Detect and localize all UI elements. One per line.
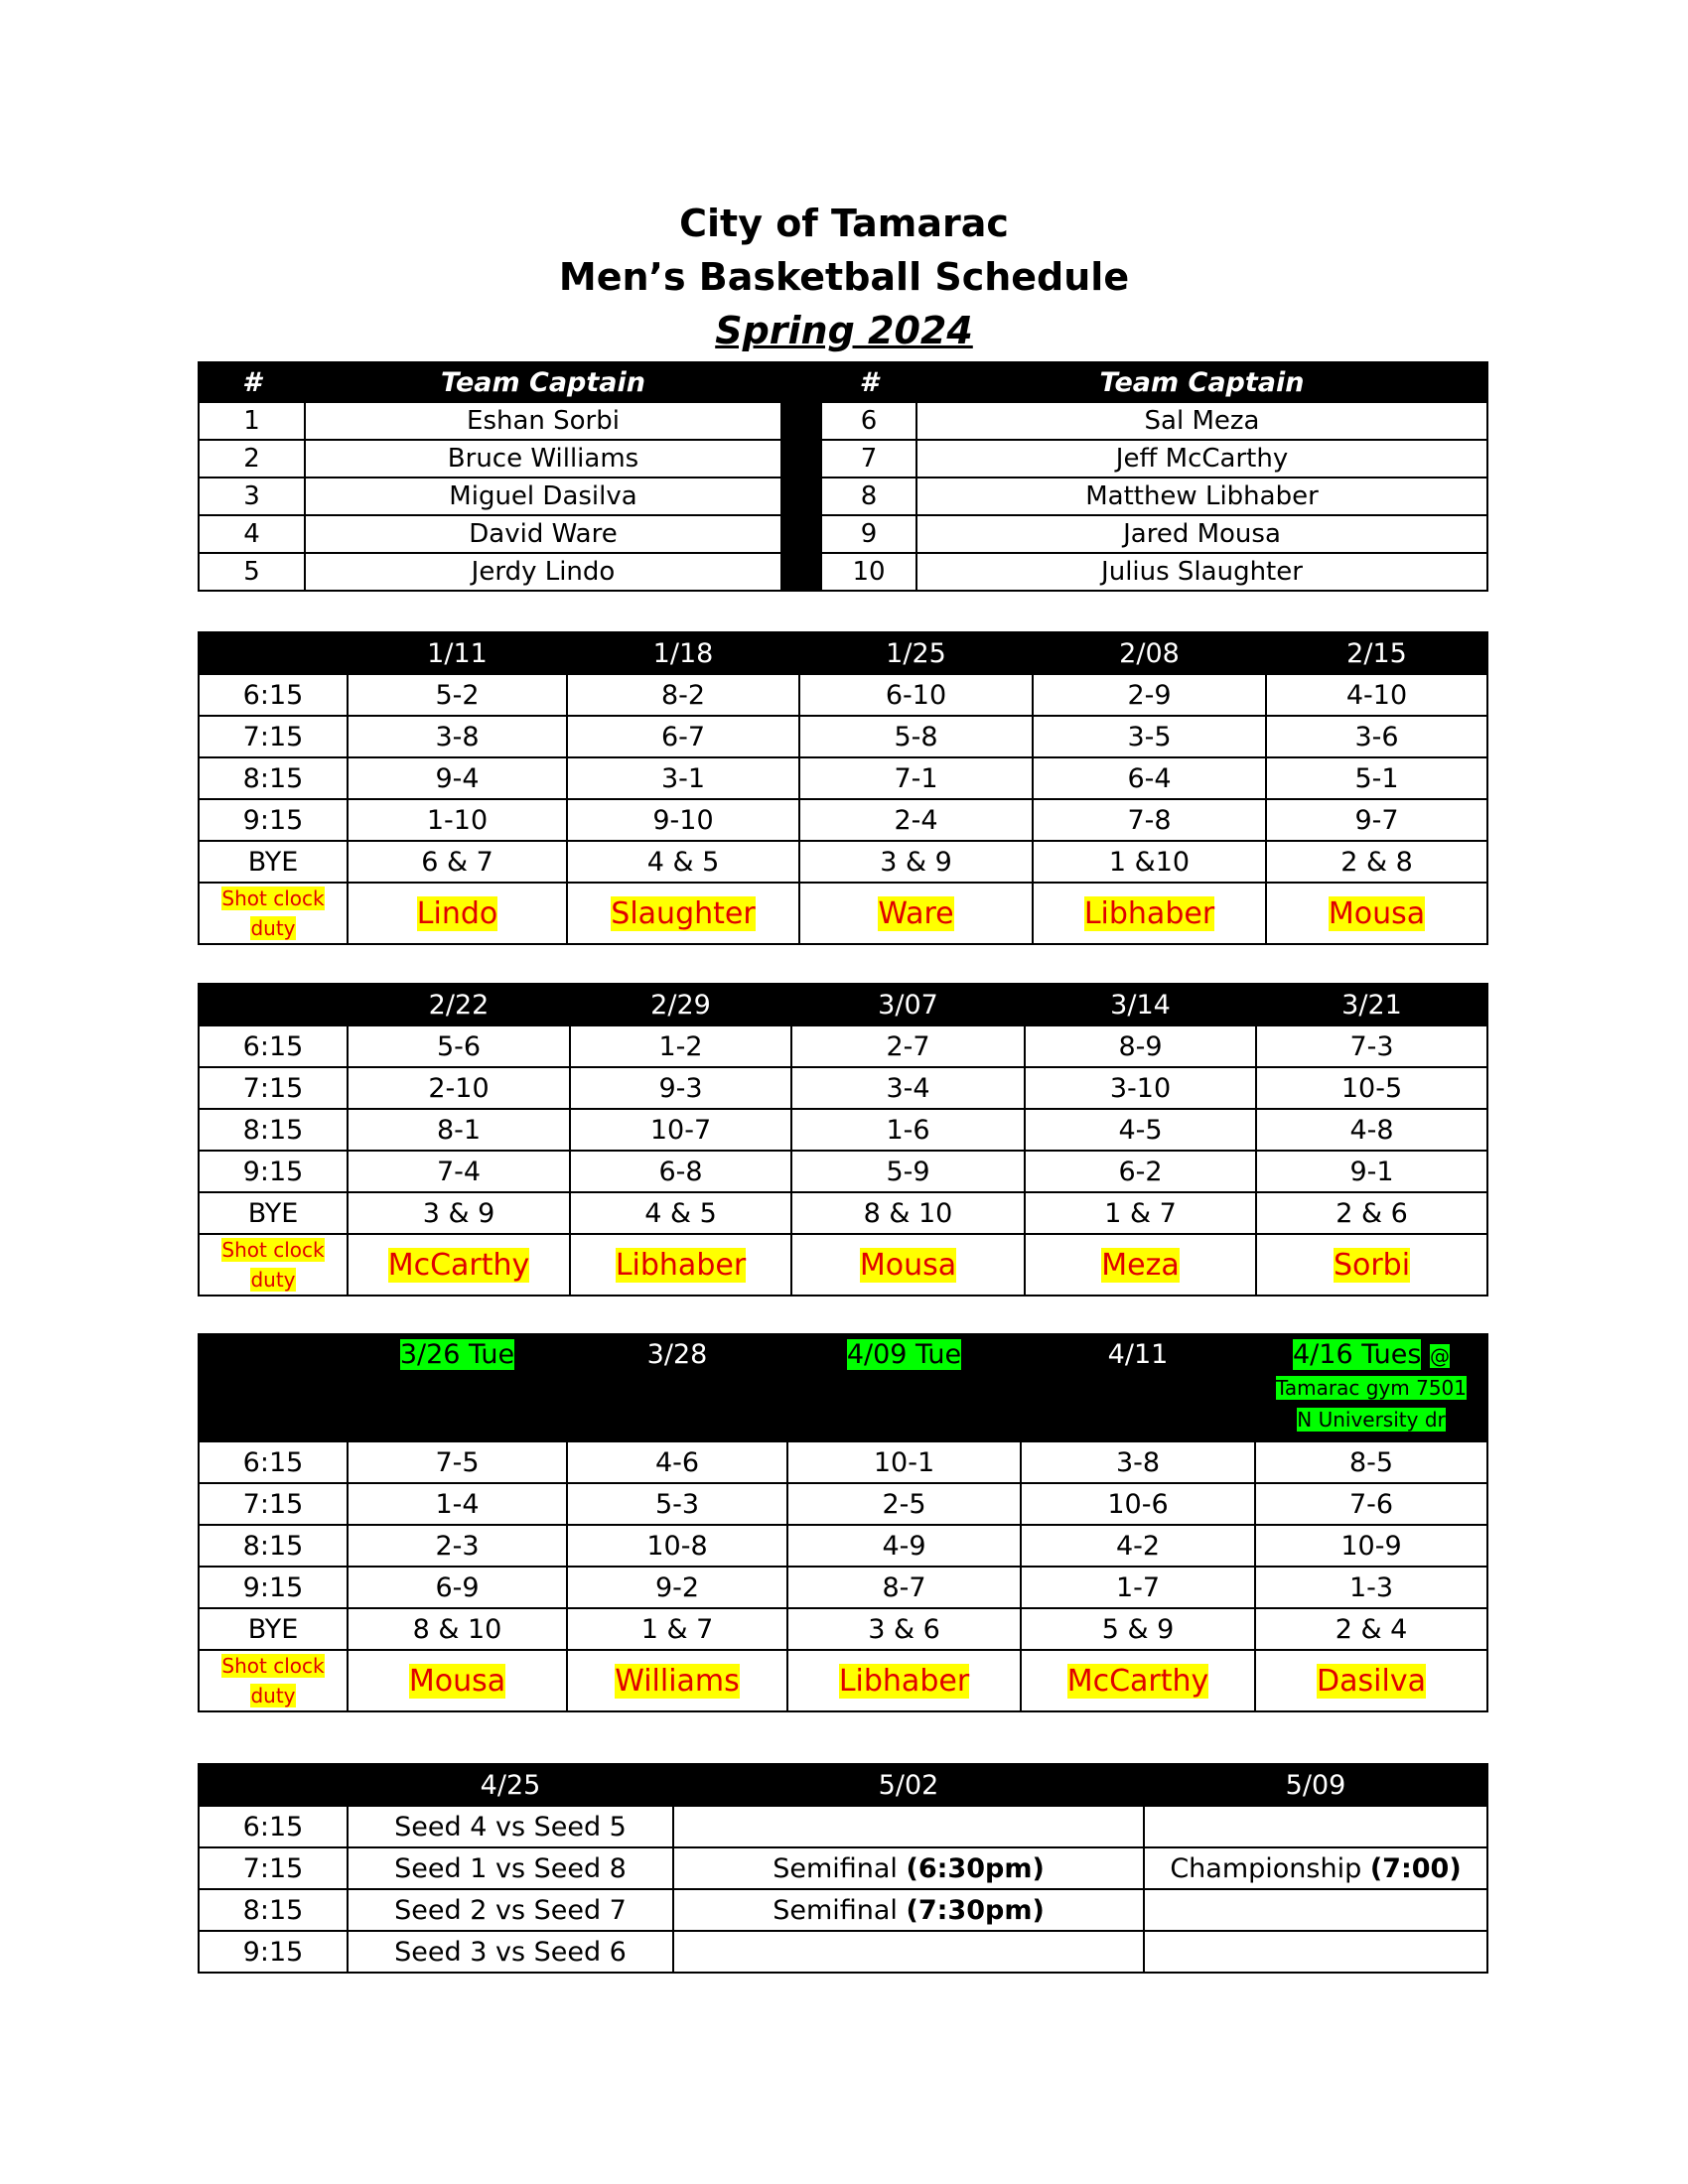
matchup-cell: 10-9 xyxy=(1255,1525,1487,1567)
matchup-cell: 4-9 xyxy=(787,1525,1021,1567)
team-captain: Matthew Libhaber xyxy=(916,478,1487,515)
matchup-cell: 5-3 xyxy=(567,1483,787,1525)
empty-cell xyxy=(673,1806,1144,1847)
empty-cell xyxy=(1144,1931,1487,1973)
bye-cell: 8 & 10 xyxy=(791,1192,1025,1234)
team-captain-header: Team Captain xyxy=(305,362,781,402)
team-captain: Miguel Dasilva xyxy=(305,478,781,515)
team-number: 3 xyxy=(199,478,305,515)
time-label: 9:15 xyxy=(199,1151,348,1192)
date-header: 1/11 xyxy=(348,632,567,674)
matchup-cell: 8-1 xyxy=(348,1109,570,1151)
semifinal-cell: Semifinal (6:30pm) xyxy=(673,1847,1144,1889)
duty-cell: Slaughter xyxy=(567,883,799,944)
time-label: 8:15 xyxy=(199,757,348,799)
duty-cell: McCarthy xyxy=(348,1234,570,1296)
matchup-cell: 1-6 xyxy=(791,1109,1025,1151)
time-row xyxy=(199,1025,1487,1067)
date-header-row xyxy=(199,632,1487,674)
corner-cell xyxy=(199,984,348,1025)
schedule-table-block3 xyxy=(198,1333,1488,1712)
date-header: 2/08 xyxy=(1033,632,1266,674)
matchup-cell: 9-4 xyxy=(348,757,567,799)
duty-cell: Meza xyxy=(1025,1234,1256,1296)
date-header: 3/26 Tue xyxy=(348,1334,567,1441)
location-at: @ xyxy=(1430,1344,1450,1368)
time-label: 8:15 xyxy=(199,1525,348,1567)
team-number: 10 xyxy=(821,553,916,591)
duty-cell: Ware xyxy=(799,883,1033,944)
time-row xyxy=(199,1889,1487,1931)
time-label: 7:15 xyxy=(199,716,348,757)
bye-label: BYE xyxy=(199,841,348,883)
date-header: 4/09 Tue xyxy=(787,1334,1021,1441)
date-header: 5/02 xyxy=(673,1764,1144,1806)
matchup-cell: 6-9 xyxy=(348,1567,567,1608)
time-row xyxy=(199,799,1487,841)
date-header: 2/29 xyxy=(570,984,791,1025)
team-number: 4 xyxy=(199,515,305,553)
city-title: City of Tamarac xyxy=(679,202,1009,245)
matchup-cell: 1-4 xyxy=(348,1483,567,1525)
bye-cell: 8 & 10 xyxy=(348,1608,567,1650)
matchup-cell: 3-1 xyxy=(567,757,799,799)
separator-cell xyxy=(781,362,821,402)
separator-cell xyxy=(781,515,821,553)
matchup-cell: 5-2 xyxy=(348,674,567,716)
bye-label: BYE xyxy=(199,1608,348,1650)
separator-cell xyxy=(781,440,821,478)
duty-cell: Libhaber xyxy=(570,1234,791,1296)
matchup-cell: 9-2 xyxy=(567,1567,787,1608)
matchup-cell: 4-5 xyxy=(1025,1109,1256,1151)
bye-cell: 3 & 6 xyxy=(787,1608,1021,1650)
date-header: 3/28 xyxy=(567,1334,787,1441)
matchup-cell: 2-10 xyxy=(348,1067,570,1109)
duty-label: Shot clock duty xyxy=(199,1234,348,1296)
time-label: 9:15 xyxy=(199,799,348,841)
team-captain: Sal Meza xyxy=(916,402,1487,440)
matchup-cell: 6-10 xyxy=(799,674,1033,716)
bye-row xyxy=(199,1192,1487,1234)
time-label: 8:15 xyxy=(199,1109,348,1151)
team-number-header: # xyxy=(199,362,305,402)
time-label: 6:15 xyxy=(199,1025,348,1067)
duty-cell: Mousa xyxy=(348,1650,567,1711)
playoff-schedule-table xyxy=(198,1763,1488,1974)
duty-cell: Mousa xyxy=(1266,883,1487,944)
bye-cell: 1 &10 xyxy=(1033,841,1266,883)
time-row xyxy=(199,1931,1487,1973)
matchup-cell: 6-7 xyxy=(567,716,799,757)
matchup-cell: 3-8 xyxy=(1021,1441,1255,1483)
bye-cell: 4 & 5 xyxy=(570,1192,791,1234)
date-header: 2/15 xyxy=(1266,632,1487,674)
matchup-cell: 2-9 xyxy=(1033,674,1266,716)
date-header: 1/18 xyxy=(567,632,799,674)
matchup-cell: 4-8 xyxy=(1256,1109,1487,1151)
team-row xyxy=(199,515,1487,553)
time-row xyxy=(199,1109,1487,1151)
matchup-cell: 7-5 xyxy=(348,1441,567,1483)
matchup-cell: Seed 4 vs Seed 5 xyxy=(348,1806,673,1847)
matchup-cell: 6-8 xyxy=(570,1151,791,1192)
matchup-cell: 4-10 xyxy=(1266,674,1487,716)
time-row xyxy=(199,1847,1487,1889)
time-row xyxy=(199,1567,1487,1608)
corner-cell xyxy=(199,1764,348,1806)
matchup-cell: 9-1 xyxy=(1256,1151,1487,1192)
team-captain: Jeff McCarthy xyxy=(916,440,1487,478)
season-title: Spring 2024 xyxy=(715,309,973,352)
shot-clock-duty-row xyxy=(199,1650,1487,1711)
semifinal-cell: Semifinal (7:30pm) xyxy=(673,1889,1144,1931)
team-captain: Bruce Williams xyxy=(305,440,781,478)
matchup-cell: 1-7 xyxy=(1021,1567,1255,1608)
matchup-cell: 5-1 xyxy=(1266,757,1487,799)
time-row xyxy=(199,716,1487,757)
bye-row xyxy=(199,1608,1487,1650)
schedule-table-block2 xyxy=(198,983,1488,1297)
time-row xyxy=(199,1441,1487,1483)
time-label: 7:15 xyxy=(199,1847,348,1889)
team-captain: Jared Mousa xyxy=(916,515,1487,553)
date-header-row xyxy=(199,984,1487,1025)
shot-clock-duty-row xyxy=(199,883,1487,944)
time-label: 7:15 xyxy=(199,1067,348,1109)
matchup-cell: 2-7 xyxy=(791,1025,1025,1067)
matchup-cell: 3-10 xyxy=(1025,1067,1256,1109)
time-label: 9:15 xyxy=(199,1567,348,1608)
team-number: 6 xyxy=(821,402,916,440)
duty-cell: Libhaber xyxy=(787,1650,1021,1711)
bye-cell: 2 & 8 xyxy=(1266,841,1487,883)
time-row xyxy=(199,1151,1487,1192)
matchup-cell: 8-7 xyxy=(787,1567,1021,1608)
matchup-cell: 9-3 xyxy=(570,1067,791,1109)
date-header-row xyxy=(199,1334,1487,1441)
team-number: 7 xyxy=(821,440,916,478)
matchup-cell: 2-3 xyxy=(348,1525,567,1567)
matchup-cell: 3-4 xyxy=(791,1067,1025,1109)
matchup-cell: 8-9 xyxy=(1025,1025,1256,1067)
matchup-cell: 10-5 xyxy=(1256,1067,1487,1109)
duty-cell: Sorbi xyxy=(1256,1234,1487,1296)
date-header: 4/25 xyxy=(348,1764,673,1806)
matchup-cell: 3-8 xyxy=(348,716,567,757)
date-header: 5/09 xyxy=(1144,1764,1487,1806)
matchup-cell: 7-4 xyxy=(348,1151,570,1192)
matchup-cell: 2-4 xyxy=(799,799,1033,841)
matchup-cell: 4-2 xyxy=(1021,1525,1255,1567)
bye-cell: 6 & 7 xyxy=(348,841,567,883)
date-header: 4/16 Tues @ Tamarac gym 7501 N University dr xyxy=(1255,1334,1487,1441)
team-row xyxy=(199,440,1487,478)
bye-cell: 1 & 7 xyxy=(1025,1192,1256,1234)
team-number: 5 xyxy=(199,553,305,591)
team-row xyxy=(199,402,1487,440)
matchup-cell: 7-1 xyxy=(799,757,1033,799)
bye-cell: 5 & 9 xyxy=(1021,1608,1255,1650)
matchup-cell: 9-10 xyxy=(567,799,799,841)
team-number: 1 xyxy=(199,402,305,440)
separator-cell xyxy=(781,478,821,515)
duty-cell: Lindo xyxy=(348,883,567,944)
matchup-cell: 8-2 xyxy=(567,674,799,716)
championship-cell: Championship (7:00) xyxy=(1144,1847,1487,1889)
matchup-cell: Seed 3 vs Seed 6 xyxy=(348,1931,673,1973)
team-captain: Julius Slaughter xyxy=(916,553,1487,591)
duty-cell: McCarthy xyxy=(1021,1650,1255,1711)
matchup-cell: 10-8 xyxy=(567,1525,787,1567)
empty-cell xyxy=(1144,1806,1487,1847)
team-captain: Jerdy Lindo xyxy=(305,553,781,591)
team-row xyxy=(199,478,1487,515)
duty-cell: Mousa xyxy=(791,1234,1025,1296)
team-captain: David Ware xyxy=(305,515,781,553)
date-header: 3/14 xyxy=(1025,984,1256,1025)
shot-clock-duty-row xyxy=(199,1234,1487,1296)
time-row xyxy=(199,674,1487,716)
matchup-cell: 3-6 xyxy=(1266,716,1487,757)
time-row xyxy=(199,1483,1487,1525)
matchup-cell: 8-5 xyxy=(1255,1441,1487,1483)
corner-cell xyxy=(199,1334,348,1441)
duty-cell: Dasilva xyxy=(1255,1650,1487,1711)
location-line1: Tamarac gym 7501 xyxy=(1275,1376,1467,1400)
time-row xyxy=(199,1525,1487,1567)
team-number-header: # xyxy=(821,362,916,402)
date-header: 2/22 xyxy=(348,984,570,1025)
date-header: 4/11 xyxy=(1021,1334,1255,1441)
bye-cell: 4 & 5 xyxy=(567,841,799,883)
time-label: 6:15 xyxy=(199,1806,348,1847)
schedule-table-block1 xyxy=(198,631,1488,945)
time-row xyxy=(199,757,1487,799)
team-number: 8 xyxy=(821,478,916,515)
matchup-cell: Seed 1 vs Seed 8 xyxy=(348,1847,673,1889)
matchup-cell: 4-6 xyxy=(567,1441,787,1483)
teams-header-row xyxy=(199,362,1487,402)
date-header: 1/25 xyxy=(799,632,1033,674)
time-label: 8:15 xyxy=(199,1889,348,1931)
matchup-cell: Seed 2 vs Seed 7 xyxy=(348,1889,673,1931)
team-captains-table xyxy=(198,361,1488,592)
date-header: 3/21 xyxy=(1256,984,1487,1025)
bye-label: BYE xyxy=(199,1192,348,1234)
matchup-cell: 7-3 xyxy=(1256,1025,1487,1067)
bye-cell: 1 & 7 xyxy=(567,1608,787,1650)
matchup-cell: 7-6 xyxy=(1255,1483,1487,1525)
schedule-title: Men’s Basketball Schedule xyxy=(558,255,1130,299)
matchup-cell: 1-10 xyxy=(348,799,567,841)
duty-label: Shot clock duty xyxy=(199,883,348,944)
duty-cell: Libhaber xyxy=(1033,883,1266,944)
time-row xyxy=(199,1067,1487,1109)
matchup-cell: 5-9 xyxy=(791,1151,1025,1192)
matchup-cell: 7-8 xyxy=(1033,799,1266,841)
time-row xyxy=(199,1806,1487,1847)
time-label: 6:15 xyxy=(199,1441,348,1483)
matchup-cell: 5-6 xyxy=(348,1025,570,1067)
matchup-cell: 10-1 xyxy=(787,1441,1021,1483)
bye-cell: 3 & 9 xyxy=(799,841,1033,883)
bye-cell: 2 & 4 xyxy=(1255,1608,1487,1650)
matchup-cell: 9-7 xyxy=(1266,799,1487,841)
empty-cell xyxy=(1144,1889,1487,1931)
date-header: 3/07 xyxy=(791,984,1025,1025)
corner-cell xyxy=(199,632,348,674)
team-captain: Eshan Sorbi xyxy=(305,402,781,440)
duty-cell: Williams xyxy=(567,1650,787,1711)
bye-cell: 2 & 6 xyxy=(1256,1192,1487,1234)
time-label: 7:15 xyxy=(199,1483,348,1525)
matchup-cell: 2-5 xyxy=(787,1483,1021,1525)
matchup-cell: 6-4 xyxy=(1033,757,1266,799)
team-row xyxy=(199,553,1487,591)
separator-cell xyxy=(781,402,821,440)
team-number: 9 xyxy=(821,515,916,553)
date-header-row xyxy=(199,1764,1487,1806)
time-label: 6:15 xyxy=(199,674,348,716)
matchup-cell: 1-3 xyxy=(1255,1567,1487,1608)
empty-cell xyxy=(673,1931,1144,1973)
matchup-cell: 10-7 xyxy=(570,1109,791,1151)
separator-cell xyxy=(781,553,821,591)
matchup-cell: 3-5 xyxy=(1033,716,1266,757)
bye-row xyxy=(199,841,1487,883)
team-captain-header: Team Captain xyxy=(916,362,1487,402)
bye-cell: 3 & 9 xyxy=(348,1192,570,1234)
document-header xyxy=(0,197,1688,357)
location-line2: N University dr xyxy=(1297,1408,1446,1432)
team-number: 2 xyxy=(199,440,305,478)
matchup-cell: 1-2 xyxy=(570,1025,791,1067)
matchup-cell: 10-6 xyxy=(1021,1483,1255,1525)
matchup-cell: 6-2 xyxy=(1025,1151,1256,1192)
time-label: 9:15 xyxy=(199,1931,348,1973)
matchup-cell: 5-8 xyxy=(799,716,1033,757)
duty-label: Shot clock duty xyxy=(199,1650,348,1711)
